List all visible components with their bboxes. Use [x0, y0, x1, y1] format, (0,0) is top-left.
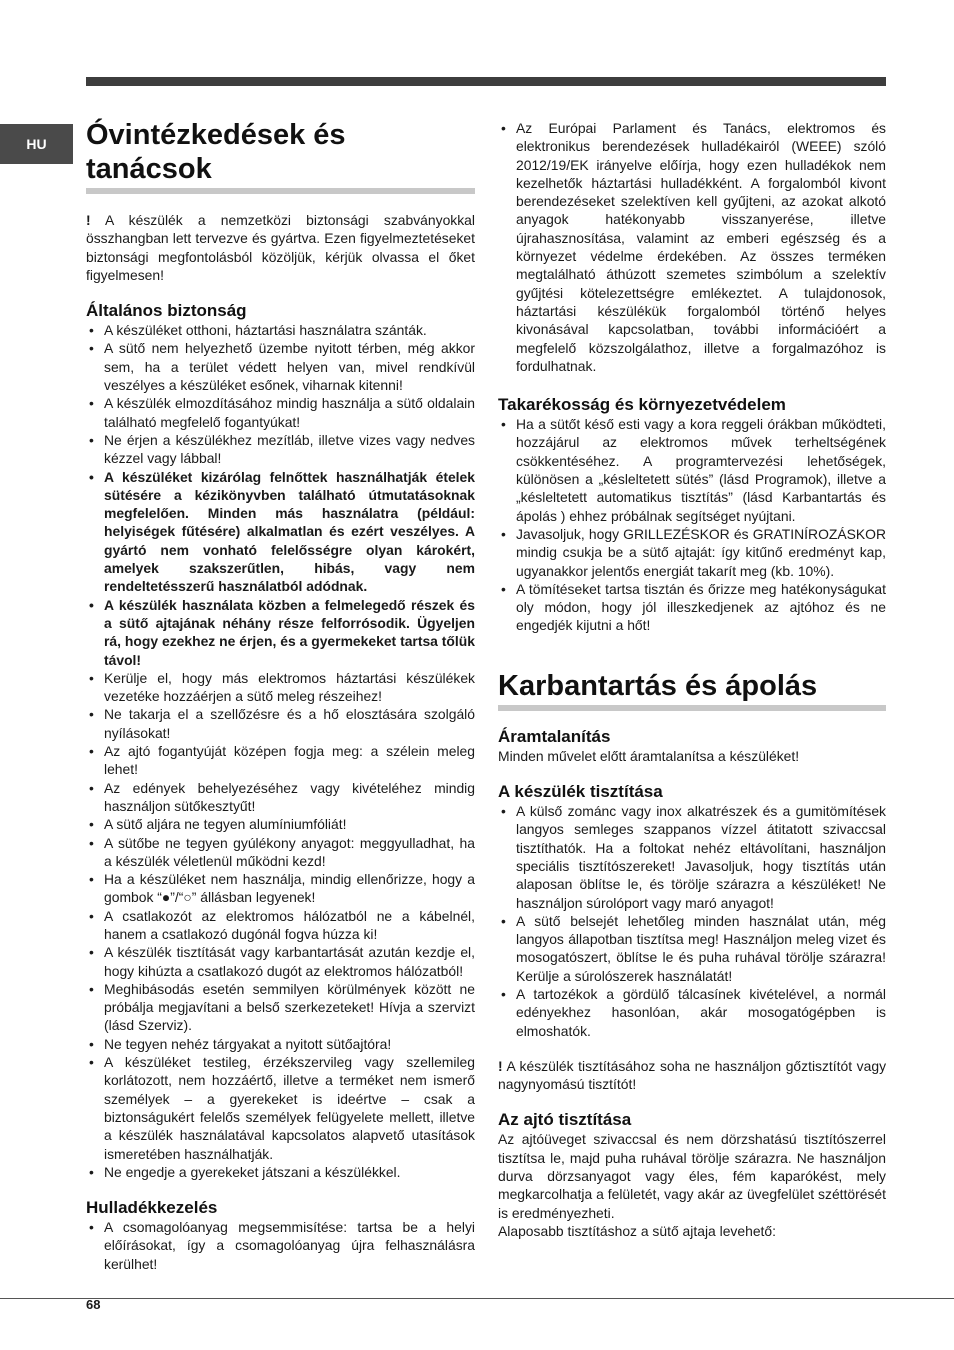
warning-mark: ! [86, 212, 91, 228]
list-item: • Kerülje el, hogy más elektromos háztartási készülékek vezetéke hozzáérjen a sütő meleg részeihez! [86, 669, 475, 706]
weee-list [498, 119, 886, 375]
list-item: • A csatlakozót az elektromos hálózatból ne a kábelnél, hanem a csatlakozó dugónál fogva húzza ki! [86, 907, 475, 944]
list-item: • A csomagolóanyag megsemmisítése: tartsa be a helyi előírásokat, így a csomagolóanyag újra felhasználásra kerülhet! [86, 1218, 475, 1273]
list-item: • Ha a sütőt késő esti vagy a kora reggeli órákban működteti, hozzájárul az elektromos művek terheltségének csökkentéséhez. A programtervezési lehetőségek, különösen a „késleltetett sütés” (lásd Programok), illetve a „késleltetett automatikus tisztítás” (lásd Karbantartás és ápolás ) ehhez próbálnak segítséget nyújtani. [498, 415, 886, 525]
heading-general-safety: Általános biztonság [86, 301, 247, 321]
door-removal-text: Alaposabb tisztításhoz a sütő ajtaja levehető: [498, 1222, 776, 1239]
list-item: • A készülék tisztítását vagy karbantartását azután kezdje el, hogy kihúzta a csatlakozó dugót az elektromos hálózatból! [86, 943, 475, 980]
list-item: • A készülék használata közben a felmelegedő részek és a sütő ajtajának néhány része felforrósodik. Ügyeljen rá, hogy ezekhez ne érjen, és a gyermekeket tartsa tőlük távol! [86, 596, 475, 669]
list-item: • Ha a készüléket nem használja, mindig ellenőrizze, hogy a gombok “●”/“○” állásban legyenek! [86, 870, 475, 907]
list-item: • Ne érjen a készülékhez mezítláb, illetve vizes vagy nedves kézzel vagy lábbal! [86, 431, 475, 468]
list-item: • A készüléket kizárólag felnőttek használhatják ételek sütésére a kézikönyvben található útmutatásoknak megfelelően. Minden más használatra (például: helyiségek fűtésére) alkalmatlan és ezért veszélyes. A gyártó nem vonható felelősségre olyan károkért, amelyek szakszerűtlen, hibás, vagy nem rendeltetésszerű használatból adódnak. [86, 468, 475, 596]
list-item: • Ne tegyen nehéz tárgyakat a nyitott sütőajtóra! [86, 1035, 475, 1053]
section-title-maintenance: Karbantartás és ápolás [498, 669, 886, 711]
left-column [86, 110, 475, 1273]
list-item: • A sütő belsejét lehetőleg minden használat után, még langyos állapotban tisztítsa meg! Használjon meleg vizet és mosogatószert, öblítse le és puha ruhával törölje szárazra! Kerülje a súrolószerek használatát! [498, 912, 886, 985]
heading-power-off: Áramtalanítás [498, 726, 611, 746]
right-column [498, 110, 886, 1240]
list-item: • A készülék elmozdításához mindig használja a sütő oldalain található megfelelő fogantyúkat! [86, 394, 475, 431]
steam-warning [498, 1057, 886, 1094]
list-item: • A sütő aljára ne tegyen alumíniumfóliát! [86, 815, 475, 833]
general-safety-list [86, 321, 475, 1181]
list-item: • A tömítéseket tartsa tisztán és őrizze meg hatékonyságukat oly módon, hogy jól illeszkedjenek az ajtóhoz és ne engedjék kijutni a hőt! [498, 580, 886, 635]
steam-warning-text: A készülék tisztításához soha ne használjon gőztisztítót vagy nagynyomású tisztítót! [498, 1057, 887, 1093]
list-item: • A tartozékok a gördülő tálcasínek kivételével, a normál edényekhez hasonlóan, akár mosogatógépben is elmoshatók. [498, 985, 886, 1040]
bottom-rule [0, 1298, 954, 1299]
intro-text: A készülék a nemzetközi biztonsági szabványokkal összhangban lett tervezve és gyártva. Ezen figyelmeztetéseket biztonsági megfontolásból közöljük, kérjük olvassa el őket figyelmesen! [86, 212, 475, 283]
heading-saving: Takarékosság és környezetvédelem [498, 395, 786, 415]
list-item: • Az Európai Parlament és Tanács, elektromos és elektronikus berendezések hulladékairól (WEEE) szóló 2012/19/EK irányelve előírja, hogy ezen hulladékok nem kezelhetők háztartási hulladékként. A forgalomból kivont berendezéseket szelektíven kell gyűjteni, az azokat alkotó anyagok hatékonyabb visszanyerése, illetve újrahasznosítása, valamint az emberi egészség és a környezet védelme érdekében. Az összes terméken megtalálható áthúzott szemetes szimbólum a szelektív gyűjtési kötelezettségre emlékeztet. A tulajdonosok, háztartási készülékük forgalomból történő helyes kivonásával kapcsolatban, további információért a megfelelő közszolgálathoz, illetve a forgalmazóhoz is fordulhatnak. [498, 119, 886, 375]
list-item: • Az ajtó fogantyúját középen fogja meg: a szélein meleg lehet! [86, 742, 475, 779]
language-tab: HU [0, 124, 73, 164]
heading-door-cleaning: Az ajtó tisztítása [498, 1110, 632, 1130]
section-title-precautions: Óvintézkedések és tanácsok [86, 118, 475, 194]
list-item: • A készüléket otthoni, háztartási használatra szánták. [86, 321, 475, 339]
heading-waste: Hulladékkezelés [86, 1198, 218, 1218]
list-item: • A sütőbe ne tegyen gyúlékony anyagot: meggyulladhat, ha a készülék véletlenül működni kezd! [86, 834, 475, 871]
list-item: • Javasoljuk, hogy GRILLEZÉSKOR és GRATINÍROZÁSKOR mindig csukja be a sütő ajtaját: így kitűnő eredményt kap, ugyanakkor jelentős energiát takarít meg (kb. 10%). [498, 525, 886, 580]
list-item: • A sütő nem helyezhető üzembe nyitott térben, még akkor sem, ha a terület védett helyen van, mivel rendkívül veszélyes a készüléket esőnek, viharnak kitenni! [86, 339, 475, 394]
warning-mark: ! [498, 1057, 503, 1074]
list-item: • Ne takarja el a szellőzésre és a hő elosztására szolgáló nyílásokat! [86, 705, 475, 742]
cleaning-list [498, 802, 886, 1040]
list-item: • A külső zománc vagy inox alkatrészek és a gumitömítések langyos semleges szappanos vízzel átitatott szivaccsal tisztíthatók. Ha a foltokat nehéz eltávolítani, használjon speciális tisztítószereket! Javasoljuk, hogy tisztítás után alaposan öblítse le, és törölje szárazra a készüléket! Ne használjon súrolóport vagy maró anyagot! [498, 802, 886, 912]
power-off-text: Minden művelet előtt áramtalanítsa a készüléket! [498, 747, 800, 764]
saving-list [498, 415, 886, 635]
heading-appliance-cleaning: A készülék tisztítása [498, 782, 663, 802]
top-rule [86, 77, 886, 86]
door-cleaning-text: Az ajtóüveget szivaccsal és nem dörzshatású tisztítószerrel tisztítsa le, majd puha ruhával törölje szárazra. Ne használjon durva dörzsanyagot vagy éles, fém kaparókést, mely megkarcolhatja a felületét, vagy akár az üvegfelület széttörését is eredményezheti. [498, 1131, 886, 1221]
waste-list [86, 1218, 475, 1273]
list-item: • Meghibásodás esetén semmilyen körülmények között ne próbálja megjavítani a belső szerkezeteket! Hívja a szervizt (lásd Szerviz). [86, 980, 475, 1035]
list-item: • Az edények behelyezéséhez vagy kivételéhez mindig használjon sütőkesztyűt! [86, 779, 475, 816]
list-item: • A készüléket testileg, érzékszervileg vagy szellemileg korlátozott, nem hozzáértő, illetve a terméket nem ismerő személyek – a gyerekeket is ideértve – csak a biztonságukért felelős személyek felügyelete mellett, illetve a készülék használatával kapcsolatos alapvető utasítások ismeretében használhatják. [86, 1053, 475, 1163]
list-item: • Ne engedje a gyerekeket játszani a készülékkel. [86, 1163, 475, 1181]
page-number: 68 [86, 1297, 101, 1312]
intro-paragraph [86, 211, 475, 284]
